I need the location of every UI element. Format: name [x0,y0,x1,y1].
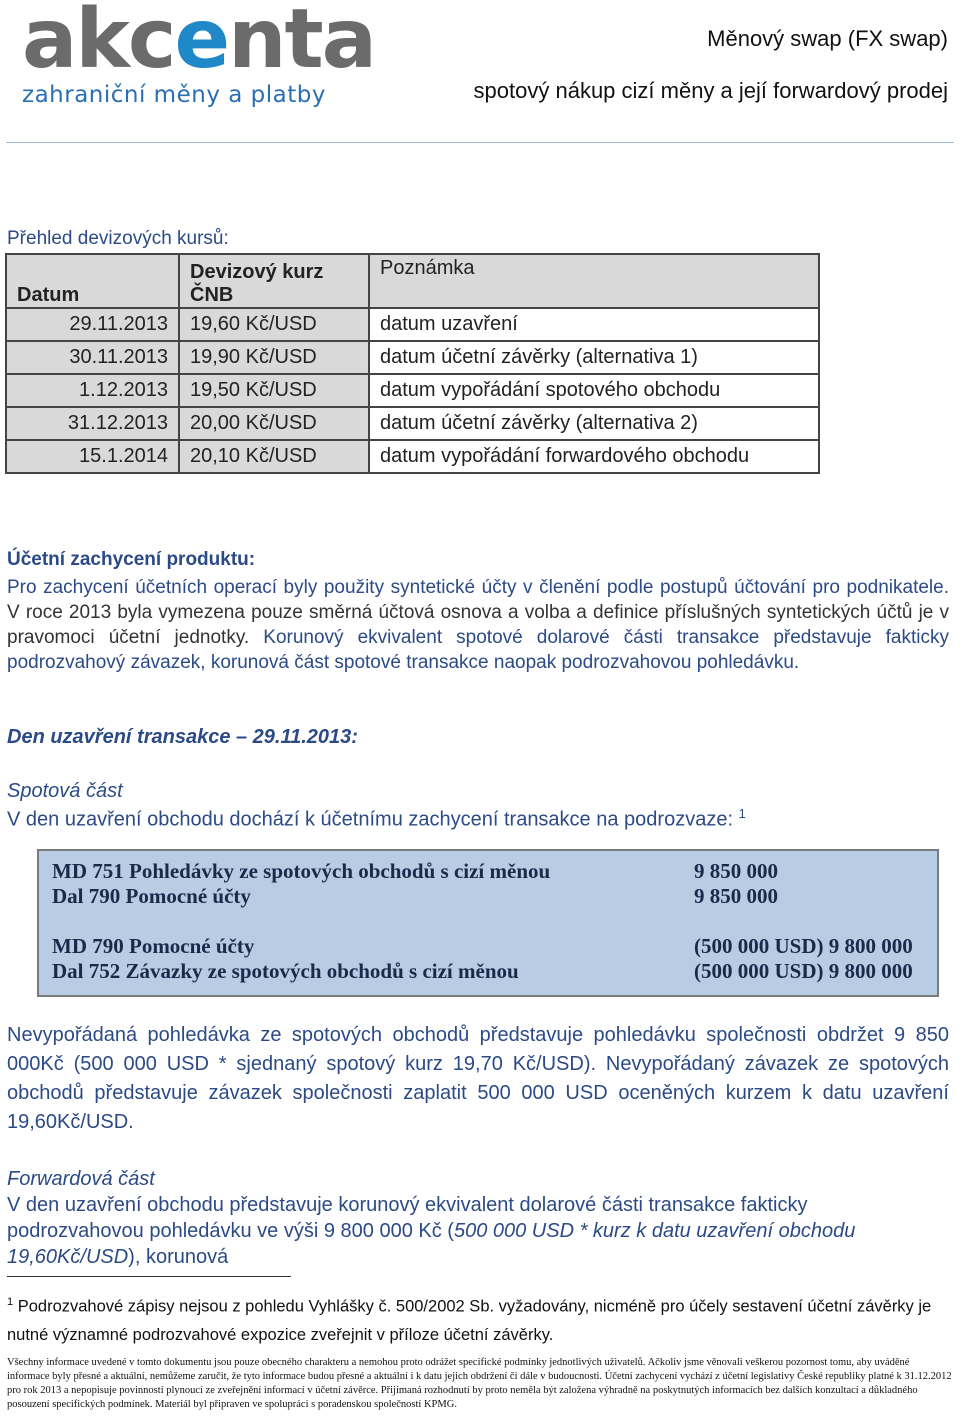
forward-paragraph [7,1192,949,1270]
spot-paragraph: Nevypořádaná pohledávka ze spotových obchodů představuje pohledávku společnosti obdržet 9 850 000Kč (500 000 USD * sjednaný spotový kurz 19,70 Kč/USD). Nevypořádaný závazek ze spotových obchodů představuje závazek společnosti zaplatit 500 000 USD oceněných kurzem k datu uzavření 19,60Kč/USD. [7,1024,949,1133]
footnote-divider [7,1276,291,1277]
cell-date: 15.1.2014 [6,440,179,473]
cell-note: datum uzavření [369,308,819,341]
forward-heading: Forwardová část [7,1168,155,1190]
table-row [6,308,819,341]
spot-intro [7,806,746,832]
logo-tagline: zahraniční měny a platby [22,82,326,108]
accounting-heading: Účetní zachycení produktu: [7,549,256,570]
forward-text-italic: 500 000 USD * kurz k datu uzavření obchodu 19,60Kč/USD [7,1220,856,1268]
cell-rate: 19,90 Kč/USD [179,341,369,374]
cell-note: datum účetní závěrky (alternativa 2) [369,407,819,440]
footnote-text: Podrozvahové zápisy nejsou z pohledu Vyhlášky č. 500/2002 Sb. vyžadovány, nicméně pro účely sestavení účetní závěrky je nutné významné podrozvahové expozice zveřejnit v příloze účetní závěrky. [7,1297,932,1344]
cell-rate: 19,50 Kč/USD [179,374,369,407]
entry-text: Dal 752 Závazky ze spotových obchodů s cizí měnou [52,959,519,983]
accounting-text-b: V roce 2013 byla vymezena pouze směrná účtová osnova a volba a definice příslušných syntetických účtů je v pravomoci účetní jednotky. [7,602,949,648]
cell-date: 29.11.2013 [6,308,179,341]
col-header-date: Datum [6,254,179,308]
footnote-number: 1 [7,1296,14,1308]
cell-date: 30.11.2013 [6,341,179,374]
akcenta-logo [22,0,375,108]
entry-text: MD 790 Pomocné účty [52,934,255,958]
document-title: Měnový swap (FX swap) [707,26,948,51]
table-row [6,374,819,407]
cell-note: datum vypořádání spotového obchodu [369,374,819,407]
header-divider [6,142,954,143]
day-heading: Den uzavření transakce – 29.11.2013: [7,726,358,748]
footnote-ref: 1 [738,806,746,821]
accounting-text-c: Korunový ekvivalent spotové dolarové části transakce představuje fakticky podrozvahový závazek, korunová část spotové transakce naopak podrozvahovou pohledávku. [7,627,949,673]
accounting-text-a: Pro zachycení účetních operací byly použity syntetické účty v členění podle postupů účtování pro podnikatele. [7,577,949,598]
footnote [7,1288,947,1349]
forward-text-a: V den uzavření obchodu představuje korunový ekvivalent dolarové části transakce fakticky podrozvahovou pohledávku ve výši 9 800 000 Kč ( [7,1194,808,1242]
rates-label: Přehled devizových kursů: [7,228,229,249]
entry-amount: (500 000 USD) 9 800 000 [694,934,913,958]
forward-text-b: ), korunová [128,1246,229,1268]
document-subtitle: spotový nákup cizí měny a její forwardový prodej [473,78,948,103]
table-row [6,440,819,473]
col-header-rate: Devizový kurz ČNB [179,254,369,308]
table-header-row [6,254,819,308]
col-header-note: Poznámka [369,254,819,308]
booking-entries-box [37,849,939,997]
entry-amount: (500 000 USD) 9 800 000 [694,959,913,983]
exchange-rates-table [5,253,820,474]
entry-amount: 9 850 000 [694,884,778,908]
cell-date: 1.12.2013 [6,374,179,407]
entry-text: MD 751 Pohledávky ze spotových obchodů s cizí měnou [52,859,551,883]
entry-text: Dal 790 Pomocné účty [52,884,251,908]
entry-amount: 9 850 000 [694,859,778,883]
cell-note: datum vypořádání forwardového obchodu [369,440,819,473]
spot-heading: Spotová část [7,780,123,802]
cell-rate: 20,10 Kč/USD [179,440,369,473]
spot-intro-text: V den uzavření obchodu dochází k účetnímu zachycení transakce na podrozvaze: [7,808,739,831]
cell-date: 31.12.2013 [6,407,179,440]
accounting-paragraph [7,575,949,675]
cell-rate: 19,60 Kč/USD [179,308,369,341]
disclaimer: Všechny informace uvedené v tomto dokumentu jsou pouze obecného charakteru a nemohou proto odrážet specifické podmínky jednotlivých uživatelů. Ačkoliv jsme věnovali veškerou pozornost tomu, aby uváděné informace byly přesné a aktuální, nemůžeme zaručit, že tyto informace budou přesné a aktuální i k datu jejich obdržení či dále v budoucnosti. Účetní zachycení vychází z účetní legislativy České republiky platné k 31.12.2012 pro rok 2013 a nepopisuje povinnosti plynoucí ze zveřejnění informací v účetní závěrce. Přijímaná rozhodnutí by proto neměla být založena výhradně na poskytnutých informacích bez dalších konzultací a důkladného posouzení specifických podmínek. Materiál byl připraven ve spolupráci s poradenskou společností KPMG. [7,1357,952,1410]
table-row [6,341,819,374]
table-row [6,407,819,440]
cell-note: datum účetní závěrky (alternativa 1) [369,341,819,374]
logo-wordmark: akcenta [22,0,376,87]
cell-rate: 20,00 Kč/USD [179,407,369,440]
